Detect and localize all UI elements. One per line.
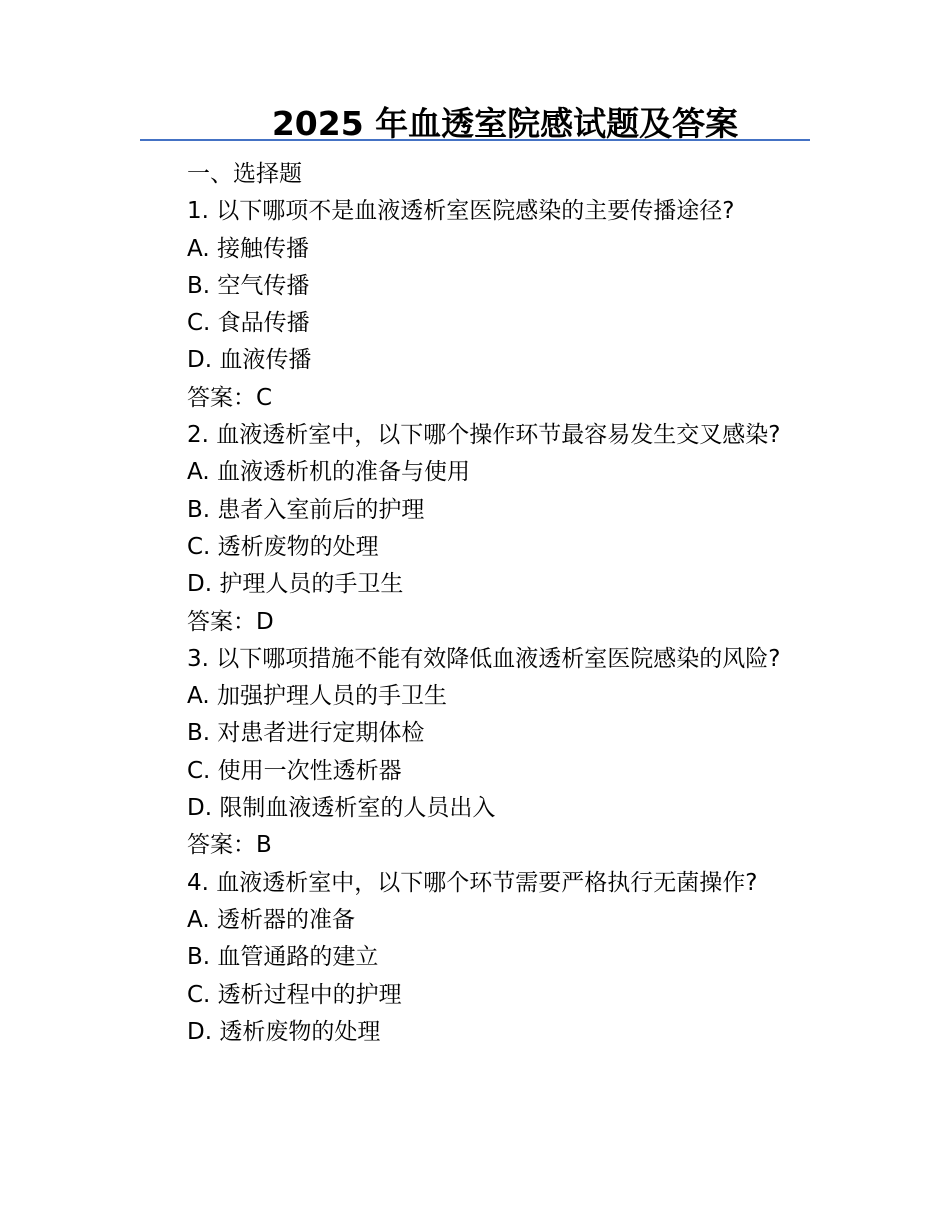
document-title: 2025 年血透室院感试题及答案 (271, 104, 739, 143)
question-3-text: 3. 以下哪项措施不能有效降低血液透析室医院感染的风险? (187, 645, 781, 672)
section-heading: 一、选择题 (187, 161, 302, 187)
question-1-option-d: D. 血液传播 (187, 347, 312, 374)
question-2-answer: 答案：D (187, 608, 274, 635)
question-4-option-a: A. 透析器的准备 (187, 906, 355, 933)
question-4-option-d: D. 透析废物的处理 (187, 1018, 381, 1045)
question-3-answer: 答案：B (187, 832, 272, 859)
question-4-option-c: C. 透析过程中的护理 (187, 981, 402, 1008)
question-2-option-d: D. 护理人员的手卫生 (187, 571, 404, 598)
question-2-option-a: A. 血液透析机的准备与使用 (187, 459, 470, 486)
question-4-text: 4. 血液透析室中，以下哪个环节需要严格执行无菌操作? (187, 869, 758, 896)
question-2-option-c: C. 透析废物的处理 (187, 533, 379, 560)
question-3-option-d: D. 限制血液透析室的人员出入 (187, 795, 496, 822)
question-3-option-b: B. 对患者进行定期体检 (187, 720, 425, 747)
question-1-option-c: C. 食品传播 (187, 310, 310, 337)
document-body (140, 156, 800, 1051)
question-2-option-b: B. 患者入室前后的护理 (187, 496, 425, 523)
question-4-option-b: B. 血管通路的建立 (187, 944, 379, 971)
question-1-answer: 答案：C (187, 384, 273, 411)
question-1-text: 1. 以下哪项不是血液透析室医院感染的主要传播途径? (187, 198, 735, 225)
question-3-option-a: A. 加强护理人员的手卫生 (187, 683, 447, 710)
question-1-option-a: A. 接触传播 (187, 235, 309, 262)
question-3-option-c: C. 使用一次性透析器 (187, 757, 402, 784)
question-2-text: 2. 血液透析室中，以下哪个操作环节最容易发生交叉感染? (187, 422, 781, 449)
title-underline (140, 139, 810, 141)
question-1-option-b: B. 空气传播 (187, 272, 310, 299)
